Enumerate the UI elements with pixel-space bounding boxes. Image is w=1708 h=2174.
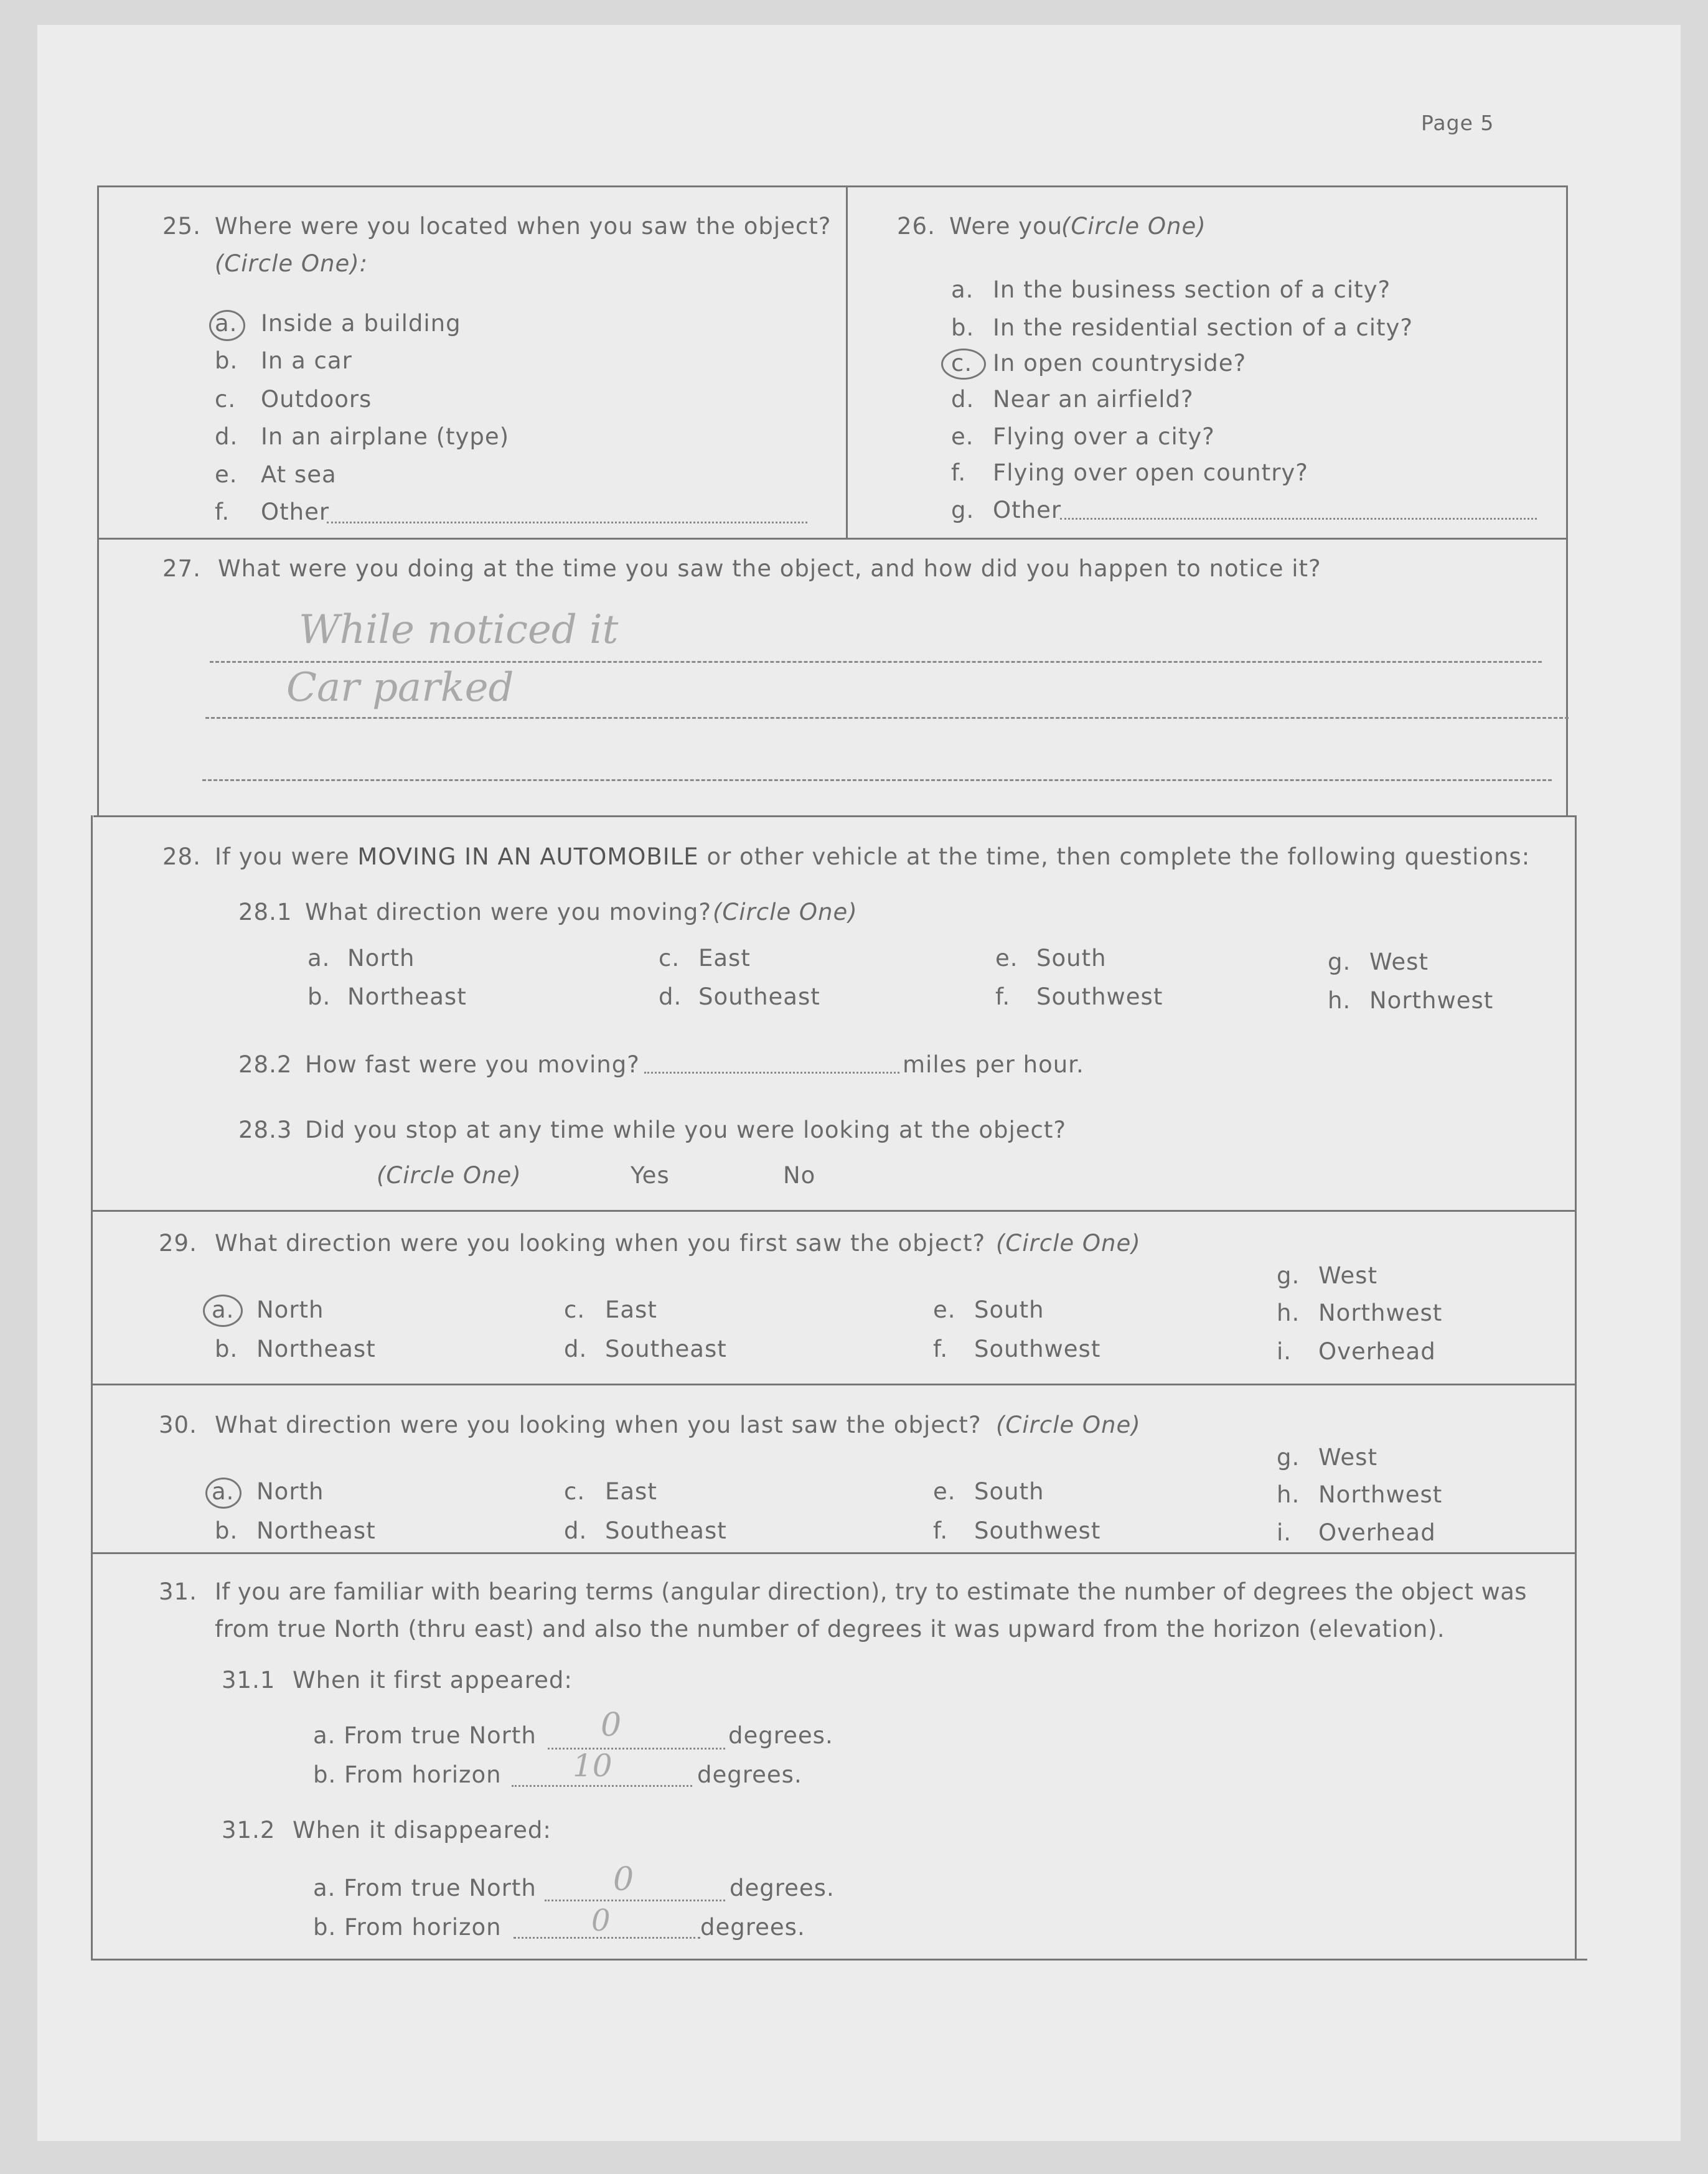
divider	[93, 815, 1576, 817]
q25-option[interactable]: Other	[261, 499, 330, 525]
unit: degrees.	[728, 1722, 833, 1749]
no-option[interactable]: No	[783, 1162, 816, 1189]
answer-line	[210, 661, 1542, 663]
option-letter: a.	[215, 310, 238, 337]
q28-3-hint: (Circle One)	[377, 1162, 522, 1189]
q25-option[interactable]: Inside a building	[261, 310, 461, 337]
option-letter: b.	[215, 1517, 238, 1544]
q31-2-label: When it disappeared:	[293, 1817, 551, 1844]
q26-option[interactable]: In open countryside?	[993, 350, 1247, 377]
q28-1-hint: (Circle One)	[713, 899, 858, 925]
option-letter: d.	[564, 1336, 588, 1362]
option-letter: e.	[995, 945, 1018, 972]
option-letter: a.	[951, 276, 974, 303]
q28-2-question: How fast were you moving?	[305, 1051, 640, 1078]
q31-number: 31.	[159, 1578, 197, 1605]
q31-1-number: 31.1	[222, 1667, 276, 1694]
q25-option[interactable]: In an airplane (type)	[261, 423, 510, 450]
q28-option[interactable]: Southeast	[698, 983, 820, 1010]
unit: degrees.	[697, 1761, 802, 1788]
q30-option[interactable]: Southeast	[605, 1517, 727, 1544]
option-letter: b.	[951, 314, 975, 341]
q30-option[interactable]: Northwest	[1318, 1481, 1443, 1508]
q27-answer-line[interactable]: Car parked	[286, 665, 514, 711]
q29-option[interactable]: South	[974, 1296, 1044, 1323]
q29-option[interactable]: East	[605, 1296, 657, 1323]
q31-2b-value[interactable]: 0	[591, 1903, 611, 1938]
option-letter: c.	[564, 1296, 586, 1323]
q26-option[interactable]: In the business section of a city?	[993, 276, 1391, 303]
speed-field[interactable]	[644, 1072, 899, 1074]
unit: degrees.	[730, 1875, 835, 1901]
q25-other-field[interactable]	[327, 522, 807, 523]
q26-option[interactable]: Other	[993, 497, 1062, 523]
q30-option[interactable]: Southwest	[974, 1517, 1101, 1544]
option-letter: a.	[212, 1296, 235, 1323]
q28-option[interactable]: North	[347, 945, 415, 972]
q29-option[interactable]: Northwest	[1318, 1300, 1443, 1326]
q28-number: 28.	[162, 843, 201, 870]
q30-number: 30.	[159, 1412, 197, 1438]
form-page	[37, 25, 1681, 2141]
q26-option[interactable]: Near an airfield?	[993, 386, 1194, 413]
q28-caps: MOVING IN AN AUTOMOBILE	[357, 843, 699, 870]
q31-2-number: 31.2	[222, 1817, 276, 1844]
q25-question: Where were you located when you saw the object?	[215, 213, 832, 240]
q27-number: 27.	[162, 555, 201, 582]
q28-option[interactable]: East	[698, 945, 751, 972]
divider	[97, 538, 1567, 540]
q28-text: or other vehicle at the time, then complete the following questions:	[698, 843, 1531, 870]
page-number: Page 5	[1421, 111, 1494, 135]
q29-option[interactable]: Southeast	[605, 1336, 727, 1362]
option-letter: d.	[659, 983, 682, 1010]
box-right-upper	[1566, 185, 1568, 815]
option-letter: e.	[933, 1296, 956, 1323]
q25-option[interactable]: In a car	[261, 347, 352, 374]
option-letter: h.	[1328, 987, 1351, 1014]
q31-2a-value[interactable]: 0	[613, 1861, 634, 1898]
option-letter: i.	[1277, 1338, 1292, 1365]
q28-option[interactable]: Southwest	[1036, 983, 1163, 1010]
q25-number: 25.	[162, 213, 201, 240]
q29-option[interactable]: Overhead	[1318, 1338, 1436, 1365]
divider	[92, 1552, 1576, 1554]
q30-option[interactable]: Overhead	[1318, 1519, 1436, 1546]
option-letter: g.	[1328, 949, 1351, 975]
option-letter: e.	[215, 461, 238, 488]
option-letter: e.	[951, 423, 974, 450]
divider	[92, 1210, 1576, 1212]
q25-option[interactable]: At sea	[261, 461, 337, 488]
q26-option[interactable]: Flying over open country?	[993, 459, 1308, 486]
q26-number: 26.	[897, 213, 936, 240]
q26-hint: (Circle One)	[1061, 213, 1206, 240]
q28-2-number: 28.2	[238, 1051, 293, 1078]
q30-hint: (Circle One)	[996, 1412, 1141, 1438]
q26-other-field[interactable]	[1060, 518, 1537, 520]
option-letter: g.	[951, 497, 975, 523]
q27-answer-line[interactable]: While noticed it	[299, 607, 619, 653]
q26-question: Were you	[949, 213, 1063, 240]
q26-option[interactable]: Flying over a city?	[993, 423, 1215, 450]
option-letter: c.	[564, 1478, 586, 1505]
q29-option[interactable]: Southwest	[974, 1336, 1101, 1362]
q31-1a-value[interactable]: 0	[601, 1707, 622, 1744]
answer-line	[205, 717, 1569, 719]
option-letter: f.	[215, 499, 230, 525]
box-left-lower	[91, 815, 93, 1959]
option-letter: b.	[215, 347, 238, 374]
q28-3-question: Did you stop at any time while you were looking at the object?	[305, 1117, 1067, 1143]
option-letter: f.	[951, 459, 967, 486]
q28-1-number: 28.1	[238, 899, 293, 925]
q30-option[interactable]: South	[974, 1478, 1044, 1505]
option-letter: f.	[933, 1336, 949, 1362]
q25-option[interactable]: Outdoors	[261, 386, 372, 413]
q30-option[interactable]: West	[1318, 1444, 1377, 1471]
q30-option[interactable]: North	[256, 1478, 324, 1505]
q27-question: What were you doing at the time you saw the object, and how did you happen to notice it?	[218, 555, 1321, 582]
q31-1a-label: a. From true North	[313, 1722, 537, 1749]
q28-text: If you were	[215, 843, 358, 870]
q29-hint: (Circle One)	[996, 1230, 1141, 1257]
option-letter: d.	[951, 386, 975, 413]
q31-2b-label: b. From horizon	[313, 1914, 502, 1941]
q28-1-question: What direction were you moving?	[305, 899, 712, 925]
q31-2a-field[interactable]	[545, 1900, 725, 1901]
q25-hint: (Circle One):	[215, 250, 368, 277]
q31-1b-value[interactable]: 10	[573, 1748, 612, 1784]
q30-option[interactable]: Northeast	[256, 1517, 376, 1544]
q31-1-label: When it first appeared:	[293, 1667, 573, 1694]
option-letter: g.	[1277, 1444, 1300, 1471]
option-letter: f.	[995, 983, 1011, 1010]
q30-option[interactable]: East	[605, 1478, 657, 1505]
option-letter: g.	[1277, 1262, 1300, 1289]
box-bottom	[91, 1959, 1587, 1961]
option-letter: i.	[1277, 1519, 1292, 1546]
q29-option[interactable]: West	[1318, 1262, 1377, 1289]
q29-question: What direction were you looking when you first saw the object?	[215, 1230, 986, 1257]
q28-question	[215, 843, 1530, 870]
option-letter: c.	[951, 350, 973, 377]
option-letter: c.	[659, 945, 680, 972]
box-top	[97, 185, 1567, 187]
box-right-lower	[1575, 815, 1577, 1959]
q28-option[interactable]: West	[1369, 949, 1429, 975]
option-letter: a.	[212, 1478, 235, 1505]
q29-option[interactable]: North	[256, 1296, 324, 1323]
q31-2a-label: a. From true North	[313, 1875, 537, 1901]
q28-2-suffix: miles per hour.	[903, 1051, 1084, 1078]
option-letter: a.	[307, 945, 331, 972]
option-letter: c.	[215, 386, 237, 413]
option-letter: e.	[933, 1478, 956, 1505]
option-letter: d.	[564, 1517, 588, 1544]
divider-25-26	[846, 185, 848, 538]
q31-question-line1: If you are familiar with bearing terms (angular direction), try to estimate the number of degrees the object was	[215, 1578, 1527, 1605]
divider	[92, 1384, 1576, 1385]
option-letter: f.	[933, 1517, 949, 1544]
option-letter: d.	[215, 423, 238, 450]
q30-question: What direction were you looking when you last saw the object?	[215, 1412, 982, 1438]
q26-option[interactable]: In the residential section of a city?	[993, 314, 1414, 341]
q28-option[interactable]: Northwest	[1369, 987, 1494, 1014]
answer-line	[202, 779, 1552, 781]
q28-3-number: 28.3	[238, 1117, 293, 1143]
q29-number: 29.	[159, 1230, 197, 1257]
q29-option[interactable]: Northeast	[256, 1336, 376, 1362]
q31-1b-label: b. From horizon	[313, 1761, 502, 1788]
q31-1b-field[interactable]	[512, 1785, 692, 1787]
q28-option[interactable]: Northeast	[347, 983, 467, 1010]
q31-question-line2: from true North (thru east) and also the number of degrees it was upward from the horizon (elevation).	[215, 1616, 1445, 1642]
yes-option[interactable]: Yes	[631, 1162, 670, 1189]
option-letter: h.	[1277, 1481, 1300, 1508]
option-letter: b.	[307, 983, 331, 1010]
option-letter: b.	[215, 1336, 238, 1362]
q28-option[interactable]: South	[1036, 945, 1107, 972]
box-left-upper	[97, 185, 99, 815]
option-letter: h.	[1277, 1300, 1300, 1326]
unit: degrees.	[700, 1914, 805, 1941]
